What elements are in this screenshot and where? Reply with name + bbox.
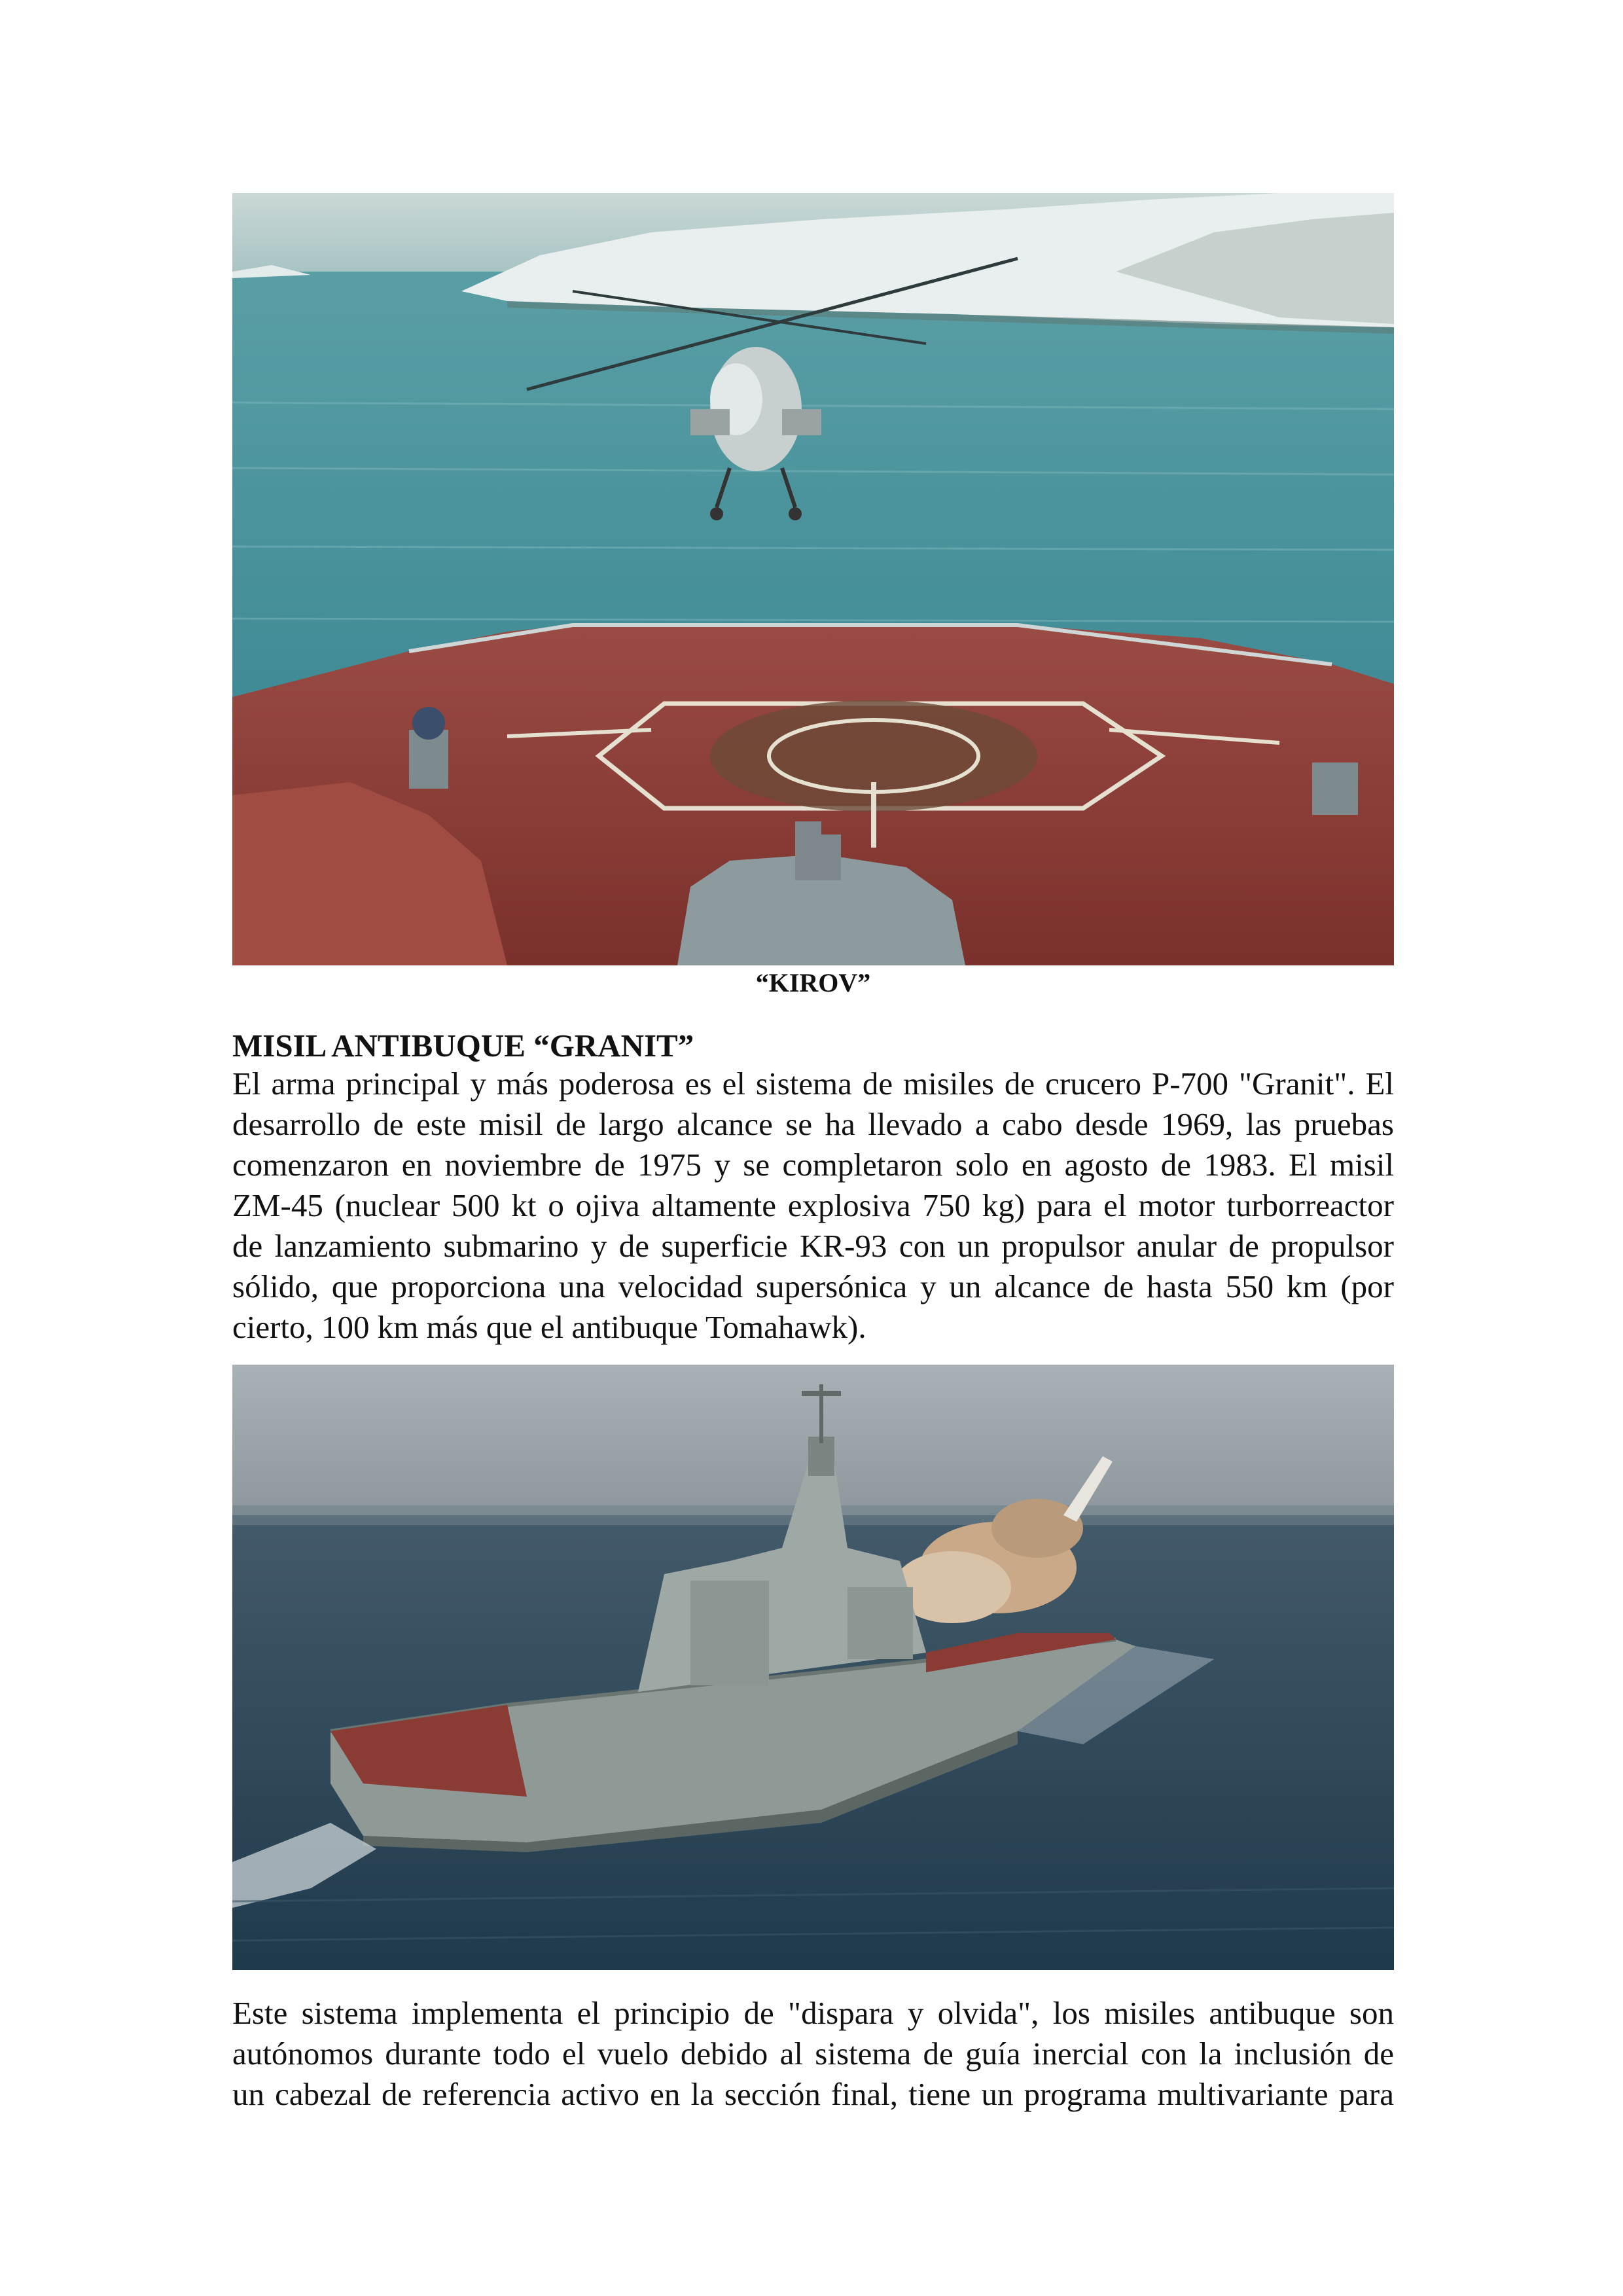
section-heading: MISIL ANTIBUQUE “GRANIT” <box>232 1028 694 1064</box>
photo-caption: “KIROV” <box>755 968 871 997</box>
paragraph-line: Este sistema implementa el principio de "dispara y olvida", los misiles antibuque son <box>232 1995 1394 2031</box>
paragraph-line: de lanzamiento submarino y de superficie KR-93 con un propulsor anular de propulsor <box>232 1228 1394 1264</box>
paragraph-line: autónomos durante todo el vuelo debido al sistema de guía inercial con la inclusión de <box>232 2036 1394 2072</box>
paragraph-line: desarrollo de este misil de largo alcance se ha llevado a cabo desde 1969, las pruebas <box>232 1106 1394 1142</box>
body-paragraph-2 <box>232 1993 1394 2115</box>
missile-launch-photo <box>232 1365 1394 1970</box>
body-paragraph-1 <box>232 1064 1394 1348</box>
paragraph-line: un cabezal de referencia activo en la sección final, tiene un programa multivariante para <box>232 2076 1394 2112</box>
kirov-deck-helicopter-photo <box>232 193 1394 965</box>
paragraph-line: sólido, que proporciona una velocidad supersónica y un alcance de hasta 550 km (por <box>232 1268 1394 1304</box>
paragraph-line: comenzaron en noviembre de 1975 y se completaron solo en agosto de 1983. El misil <box>232 1147 1394 1183</box>
paragraph-line: cierto, 100 km más que el antibuque Tomahawk). <box>232 1309 866 1345</box>
paragraph-line: ZM-45 (nuclear 500 kt o ojiva altamente explosiva 750 kg) para el motor turborreactor <box>232 1187 1394 1223</box>
paragraph-line: El arma principal y más poderosa es el sistema de misiles de crucero P-700 "Granit". El <box>232 1066 1394 1102</box>
